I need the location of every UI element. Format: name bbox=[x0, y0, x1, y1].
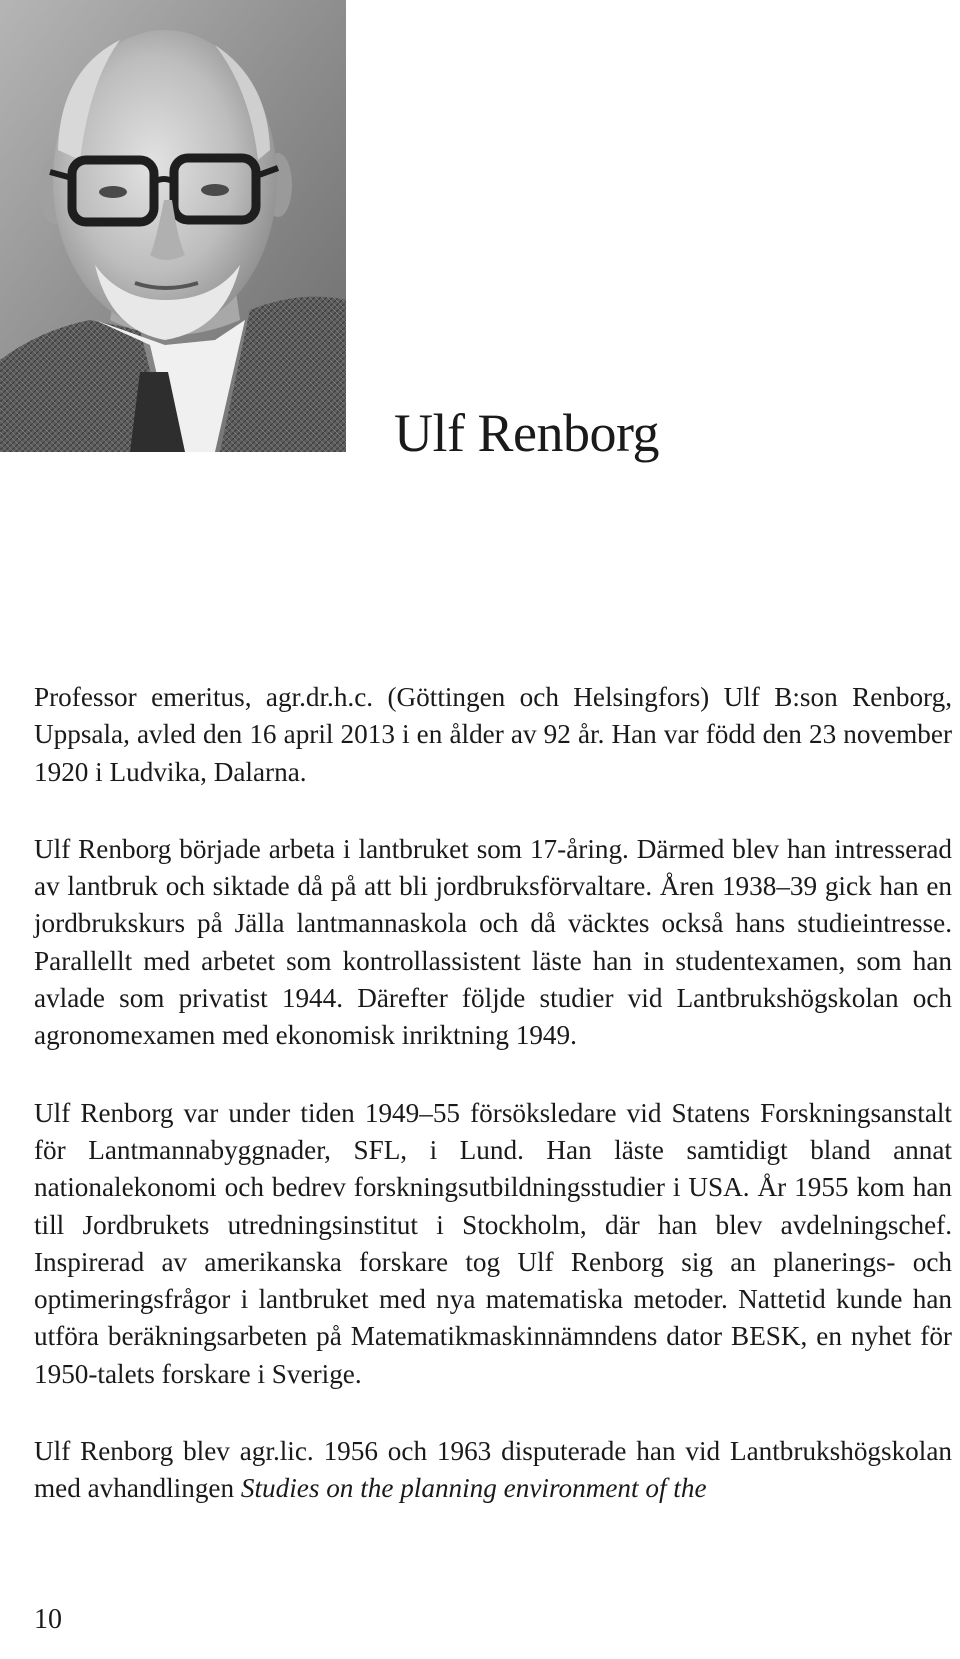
article-body bbox=[34, 679, 952, 1508]
paragraph: Professor emeritus, agr.dr.h.c. (Göttingen och Helsingfors) Ulf B:son Renborg, Uppsala, avled den 16 april 2013 i en ålder av 92 år. Han var född den 23 november 1920 i Ludvika, Dalarna. bbox=[34, 682, 952, 787]
portrait-photo bbox=[0, 0, 346, 452]
page-title: Ulf Renborg bbox=[394, 403, 659, 463]
paragraph-text: Ulf Renborg blev agr.lic. 1956 och 1963 disputerade han vid Lantbrukshögskolan med avhandlingen bbox=[34, 1436, 952, 1504]
paragraph-last bbox=[34, 1433, 952, 1508]
paragraph: Ulf Renborg började arbeta i lantbruket som 17-åring. Därmed blev han intresserad av lantbruk och siktade då på att bli jordbruksförvaltare. Åren 1938–39 gick han en jordbrukskurs på Jälla lantmannaskola och då väcktes också hans studieintresse. Parallellt med arbetet som kontrollassistent läste han in studentexamen, som han avlade som privatist 1944. Därefter följde studier vid Lantbrukshögskolan och agronomexamen med ekonomisk inriktning 1949. bbox=[34, 833, 952, 1051]
page-number: 10 bbox=[34, 1604, 62, 1635]
thesis-title: Studies on the planning environment of the bbox=[240, 1473, 707, 1504]
paragraph: Ulf Renborg var under tiden 1949–55 försöksledare vid Statens Forskningsanstalt för Lantmannabyggnader, SFL, i Lund. Han läste samtidigt bland annat nationalekonomi och bedrev forskningsutbildningsstudier i USA. År 1955 kom han till Jordbrukets utredningsinstitut i Stockholm, där han blev avdelningschef. Inspirerad av amerikanska forskare tog Ulf Renborg sig an planerings- och optimeringsfrågor i lantbruket med nya matematiska metoder. Nattetid kunde han utföra beräkningsarbeten på Matematikmaskinnämndens dator BESK, en nyhet för 1950-talets forskare i Sverige. bbox=[34, 1097, 952, 1389]
